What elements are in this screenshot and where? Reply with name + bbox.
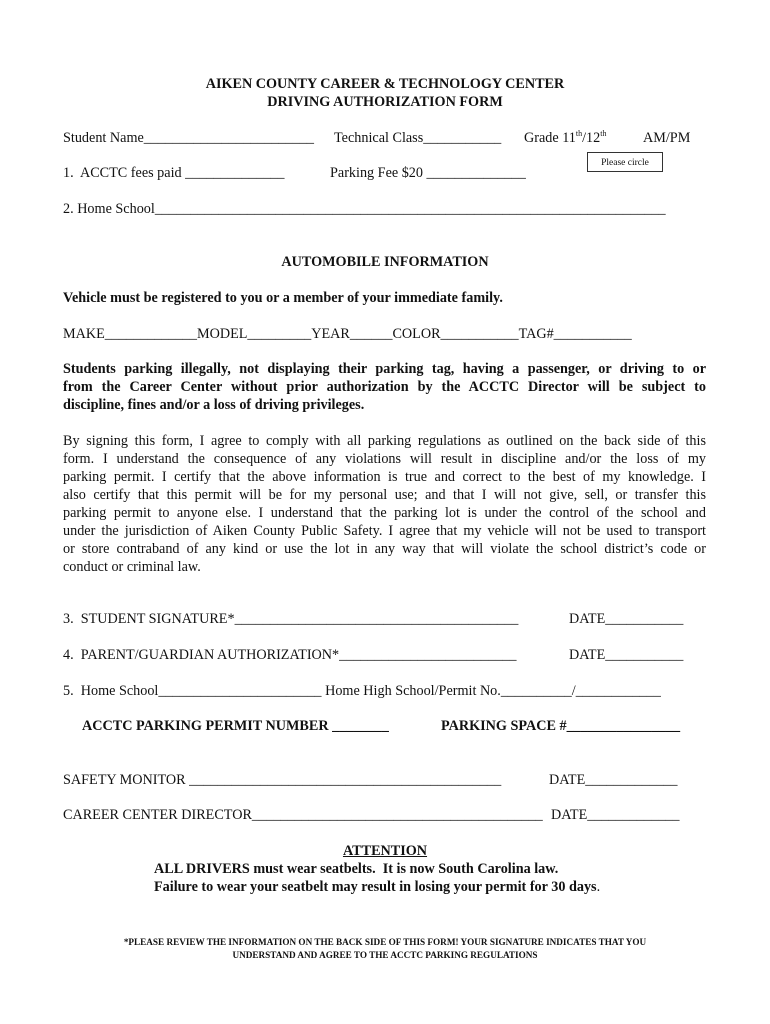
agreement-line: also certify that this permit will be for my personal use; and that I will not give, sell, or transfer this (63, 487, 706, 503)
warning-line: from the Career Center without prior authorization by the ACCTC Director will be subject to (63, 379, 706, 395)
student-date-field[interactable]: DATE___________ (569, 611, 684, 627)
home-school-permit-field[interactable]: 5. Home School_______________________ Home High School/Permit No.__________/____________ (63, 683, 661, 699)
technical-class-field[interactable]: Technical Class___________ (334, 130, 502, 146)
attention-heading: ATTENTION (342, 843, 428, 859)
safety-monitor-date-field[interactable]: DATE_____________ (549, 772, 678, 788)
safety-monitor-field[interactable]: SAFETY MONITOR ____________________________________________ (63, 772, 502, 788)
grade-sup-2: th (600, 129, 607, 138)
parking-fee-field[interactable]: Parking Fee $20 ______________ (330, 165, 526, 181)
warning-line: discipline, fines and/or a loss of driving privileges. (63, 397, 365, 413)
grade-prefix: Grade 11 (524, 130, 576, 146)
warning-line: Students parking illegally, not displaying their parking tag, having a passenger, or driving to or (63, 361, 706, 377)
vehicle-fields[interactable]: MAKE_____________MODEL_________YEAR______COLOR___________TAG#___________ (63, 326, 632, 342)
parent-date-field[interactable]: DATE___________ (569, 647, 684, 663)
agreement-line: By signing this form, I agree to comply with all parking regulations as outlined on the back side of this (63, 433, 706, 449)
agreement-line: form. I understand the consequence of any violations will result in discipline and/or the loss of my (63, 451, 706, 467)
agreement-line: parking permit. I certify that the above information is true and correct to the best of my knowledge. I (63, 469, 706, 485)
acctc-fees-field[interactable]: 1. ACCTC fees paid ______________ (63, 165, 285, 181)
please-circle-box: Please circle (587, 152, 663, 172)
footer-notice-line1: *PLEASE REVIEW THE INFORMATION ON THE BACK SIDE OF THIS FORM! YOUR SIGNATURE INDICATES THAT YOU (123, 937, 647, 947)
seatbelt-penalty-line (154, 878, 600, 896)
student-name-field[interactable]: Student Name________________________ (63, 130, 315, 146)
warning-paragraph (63, 360, 706, 414)
parking-space-field[interactable]: PARKING SPACE #________________ (441, 718, 681, 734)
parent-authorization-field[interactable]: 4. PARENT/GUARDIAN AUTHORIZATION*_________________________ (63, 647, 517, 663)
parking-permit-number-field[interactable]: ACCTC PARKING PERMIT NUMBER ________ (82, 718, 389, 734)
am-pm-option[interactable]: AM/PM (643, 130, 691, 146)
agreement-line: conduct or criminal law. (63, 559, 201, 575)
footer-notice-line2: UNDERSTAND AND AGREE TO THE ACCTC PARKING REGULATIONS (232, 950, 538, 960)
form-title-line2: DRIVING AUTHORIZATION FORM (267, 94, 503, 110)
home-school-field[interactable]: 2. Home School________________________________________________________________________ (63, 201, 666, 217)
seatbelt-penalty-text: Failure to wear your seatbelt may result in losing your permit for 30 days (154, 879, 597, 895)
agreement-line: parking permit to anyone else. I understand that the parking lot is under the control of the school and (63, 505, 706, 521)
grade-separator: /12 (582, 130, 601, 146)
form-title-line1: AIKEN COUNTY CAREER & TECHNOLOGY CENTER (205, 76, 565, 92)
agreement-line: under the jurisdiction of Aiken County Public Safety. I agree that my vehicle will not be used to transport (63, 523, 706, 539)
director-date-field[interactable]: DATE_____________ (551, 807, 680, 823)
seatbelt-law-line: ALL DRIVERS must wear seatbelts. It is now South Carolina law. (154, 861, 559, 877)
agreement-paragraph (63, 432, 706, 576)
vehicle-registration-note: Vehicle must be registered to you or a member of your immediate family. (63, 290, 503, 306)
grade-sup-1: th (575, 129, 583, 138)
grade-field[interactable] (524, 129, 606, 147)
career-center-director-field[interactable]: CAREER CENTER DIRECTOR_________________________________________ (63, 807, 543, 823)
seatbelt-penalty-period: . (596, 879, 601, 895)
agreement-line: or store contraband of any kind or use the lot in any way that will violate the school district’s code or (63, 541, 706, 557)
automobile-heading: AUTOMOBILE INFORMATION (281, 254, 489, 270)
student-signature-field[interactable]: 3. STUDENT SIGNATURE*________________________________________ (63, 611, 519, 627)
